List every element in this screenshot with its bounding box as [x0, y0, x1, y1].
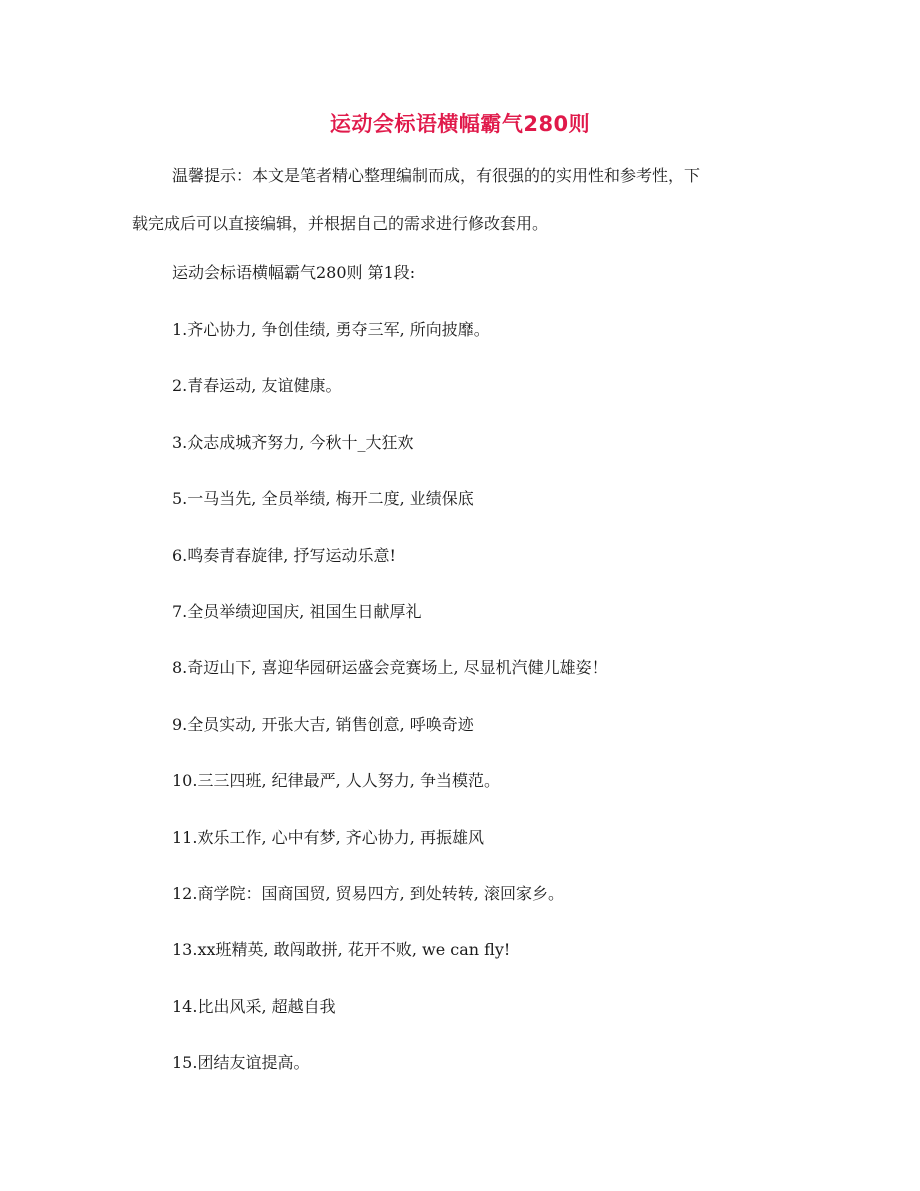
list-item: 9.全员实动, 开张大吉, 销售创意, 呼唤奇迹 [172, 714, 474, 734]
list-item: 10.三三四班, 纪律最严, 人人努力, 争当模范。 [172, 771, 500, 791]
document-title: 运动会标语横幅霸气280则 [329, 112, 591, 136]
list-item: 7.全员举绩迎国庆, 祖国生日献厚礼 [172, 601, 422, 621]
list-item: 14.比出风采, 超越自我 [172, 996, 336, 1016]
list-item: 1.齐心协力, 争创佳绩, 勇夺三军, 所向披靡。 [172, 320, 490, 339]
intro-line-2: 载完成后可以直接编辑，并根据自己的需求进行修改套用。 [132, 214, 549, 233]
slogan-list [172, 318, 608, 1107]
list-item: 13.xx班精英, 敢闯敢拼, 花开不败, we can fly! [172, 940, 511, 960]
list-item: 15.团结友谊提高。 [172, 1053, 310, 1073]
list-item: 11.欢乐工作, 心中有梦, 齐心协力, 再振雄风 [172, 827, 484, 847]
list-item: 3.众志成城齐努力, 今秋十_大狂欢 [172, 432, 414, 452]
list-item: 6.鸣奏青春旋律, 抒写运动乐意! [172, 545, 396, 565]
list-item: 2.青春运动, 友谊健康。 [172, 376, 342, 396]
list-item: 12.商学院：国商国贸, 贸易四方, 到处转转, 滚回家乡。 [172, 883, 564, 903]
intro-paragraph [132, 152, 770, 248]
list-item: 8.奇迈山下, 喜迎华园研运盛会竞赛场上, 尽显机汽健儿雄姿！ [172, 658, 608, 678]
list-item: 5.一马当先, 全员举绩, 梅开二度, 业绩保底 [172, 489, 474, 509]
intro-line-1: 温馨提示：本文是笔者精心整理编制而成，有很强的的实用性和参考性，下 [172, 166, 701, 185]
section-heading: 运动会标语横幅霸气280则 第1段: [172, 263, 416, 282]
